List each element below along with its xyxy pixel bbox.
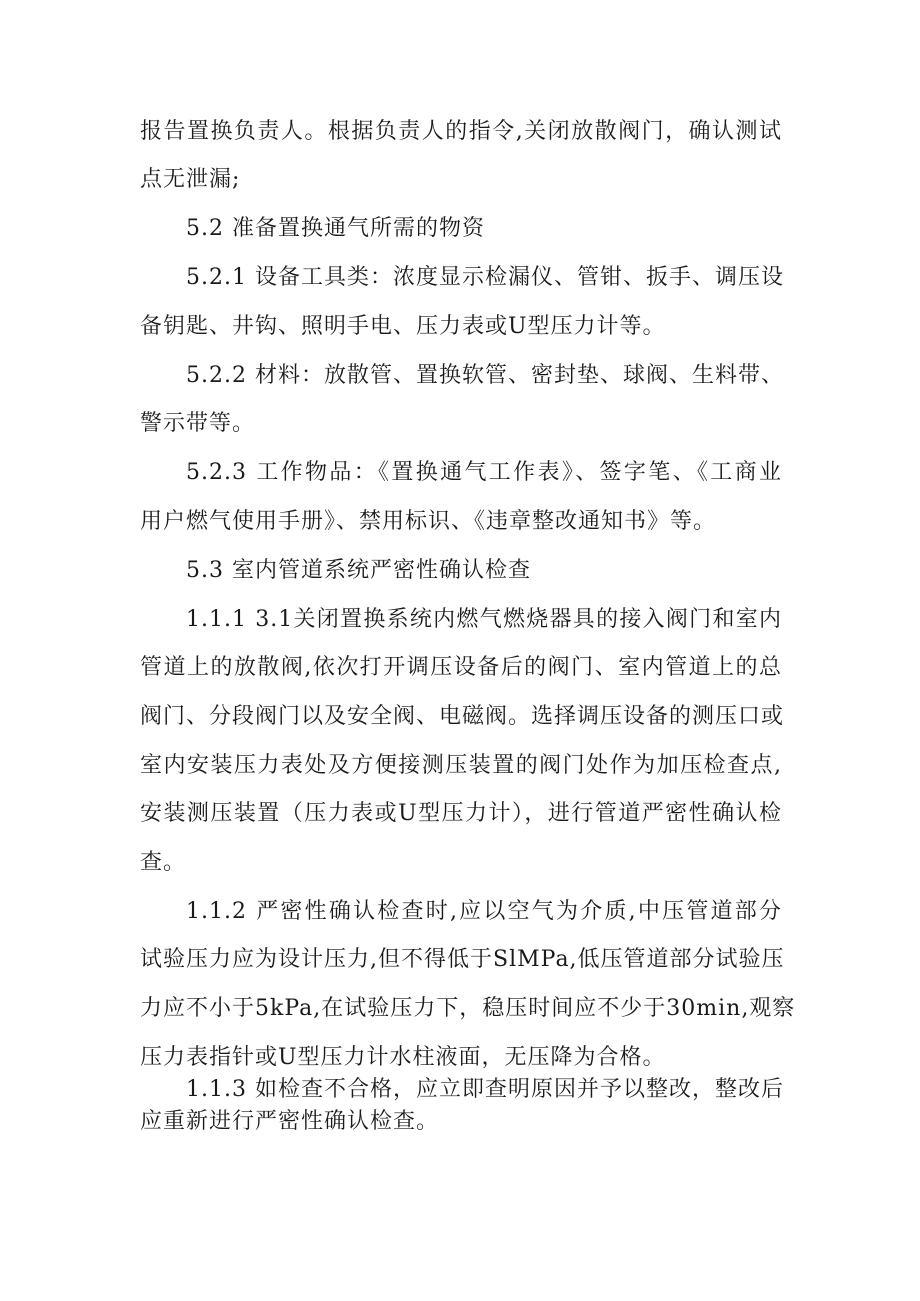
paragraph-line: 用户燃气使用手册》、禁用标识、《违章整改通知书》等。: [140, 509, 717, 534]
paragraph-line: 试验压力应为设计压力,但不得低于SlMPa,低压管道部分试验压: [140, 947, 785, 972]
paragraph-line: 力应不小于5kPa,在试验压力下，稳压时间应不少于30min,观察: [140, 996, 796, 1021]
paragraph-line: 管道上的放散阀,依次打开调压设备后的阀门、室内管道上的总: [140, 655, 782, 680]
paragraph-line: 1.1.3 如检查不合格，应立即查明原因并予以整改，整改后: [186, 1077, 784, 1102]
paragraph-line: 5.2.2 材料：放散管、置换软管、密封垫、球阀、生料带、: [186, 363, 784, 388]
paragraph-line: 警示带等。: [140, 411, 256, 436]
paragraph-line: 备钥匙、井钩、照明手电、压力表或U型压力计等。: [140, 314, 666, 339]
paragraph-line: 压力表指针或U型压力计水柱液面，无压降为合格。: [140, 1045, 666, 1070]
paragraph-line: 报告置换负责人。根据负责人的指令,关闭放散阀门，确认测试: [140, 119, 782, 144]
paragraph-line: 点无泄漏;: [140, 167, 241, 192]
paragraph-line: 1.1.1 3.1关闭置换系统内燃气燃烧器具的接入阀门和室内: [186, 607, 782, 632]
paragraph-line: 5.2.1 设备工具类：浓度显示检漏仪、管钳、扳手、调压设: [186, 265, 784, 290]
paragraph-line: 1.1.2 严密性确认检查时,应以空气为介质,中压管道部分: [186, 899, 782, 924]
paragraph-line: 查。: [140, 850, 187, 875]
section-heading: 5.2 准备置换通气所需的物资: [186, 216, 485, 241]
paragraph-line: 安装测压装置（压力表或U型压力计），进行管道严密性确认检: [140, 801, 782, 826]
paragraph-line: 应重新进行严密性确认检查。: [140, 1109, 440, 1134]
paragraph-line: 室内安装压力表处及方便接测压装置的阀门处作为加压检查点,: [140, 753, 782, 778]
section-heading: 5.3 室内管道系统严密性确认检查: [186, 558, 531, 583]
paragraph-line: 阀门、分段阀门以及安全阀、电磁阀。选择调压设备的测压口或: [140, 704, 785, 729]
paragraph-line: 5.2.3 工作物品：《置换通气工作表》、签字笔、《工商业: [186, 460, 782, 485]
